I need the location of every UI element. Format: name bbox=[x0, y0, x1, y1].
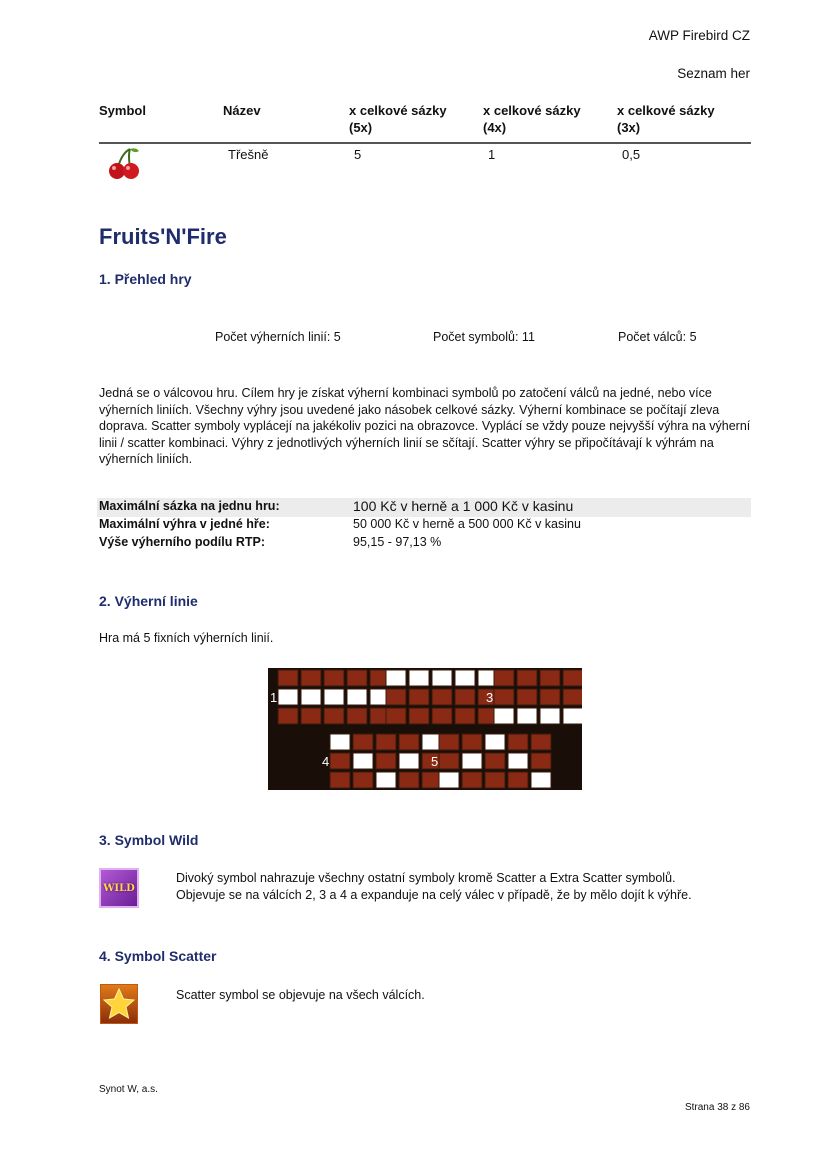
payline-cell bbox=[376, 734, 396, 750]
payline-cell bbox=[347, 708, 367, 724]
payline-cell-active bbox=[432, 670, 452, 686]
payline-cell bbox=[462, 734, 482, 750]
payline-cell bbox=[301, 708, 321, 724]
col-5x: x celkové sázky (5x) bbox=[349, 103, 447, 135]
col-symbol: Symbol bbox=[99, 103, 146, 118]
payline-cell bbox=[324, 708, 344, 724]
payline-cell bbox=[531, 734, 551, 750]
summary-label: Maximální výhra v jedné hře: bbox=[99, 517, 270, 531]
payline-cell-active bbox=[508, 753, 528, 769]
stat-lines: Počet výherních linií: 5 bbox=[215, 330, 341, 344]
summary-value: 95,15 - 97,13 % bbox=[353, 535, 442, 549]
payline-cell bbox=[485, 772, 505, 788]
payline-cell bbox=[508, 734, 528, 750]
payline-cell bbox=[432, 708, 452, 724]
payline-cell bbox=[409, 689, 429, 705]
overview-paragraph: Jedná se o válcovou hru. Cílem hry je získat výherní kombinaci symbolů po zatočení válců na jedné, nebo více výherních liniích. Všechny výhry jsou uvedené jako násobek celkové sázky. Výherní kombinace se počítají zleva doprava. Scatter symboly vyplácejí na jakékoliv pozici na obrazovce. Vyplácí se vždy pouze nejvyšší výhra na výherní linii / scatter kombinaci. Výhry z jednotlivých výherních linií se sčítají. Scatter výhry se připočítávají k výhrám na výherních liniích. bbox=[99, 386, 751, 466]
payline-cell bbox=[301, 670, 321, 686]
header-section: Seznam her bbox=[677, 66, 750, 81]
payline-cell bbox=[347, 670, 367, 686]
payline-cell-active bbox=[563, 708, 582, 724]
paylines-diagram bbox=[268, 668, 582, 790]
header-brand: AWP Firebird CZ bbox=[648, 28, 750, 43]
payline-number: 1 bbox=[270, 690, 278, 705]
star-icon bbox=[101, 985, 137, 1023]
payline-cell bbox=[517, 689, 537, 705]
scatter-heading: 4. Symbol Scatter bbox=[99, 948, 217, 964]
summary-row-rtp bbox=[97, 535, 751, 554]
payline-cell bbox=[330, 753, 350, 769]
payline-cell-active bbox=[324, 689, 344, 705]
lines-text: Hra má 5 fixních výherních linií. bbox=[99, 631, 274, 645]
row-name: Třešně bbox=[228, 147, 269, 162]
payline-number: 4 bbox=[322, 754, 330, 769]
payline-cell bbox=[324, 670, 344, 686]
wild-text-1: Divoký symbol nahrazuje všechny ostatní symboly kromě Scatter a Extra Scatter symbolů. bbox=[176, 871, 676, 885]
overview-heading: 1. Přehled hry bbox=[99, 271, 192, 287]
footer-company: Synot W, a.s. bbox=[99, 1084, 158, 1095]
payline-cell-active bbox=[347, 689, 367, 705]
payline-cell bbox=[330, 772, 350, 788]
wild-text-2: Objevuje se na válcích 2, 3 a 4 a expanduje na celý válec v případě, že by mělo dojít k výhře. bbox=[176, 888, 692, 902]
summary-row-max-win bbox=[97, 517, 751, 536]
paylines-image bbox=[268, 668, 582, 790]
payline-cell bbox=[376, 753, 396, 769]
payline-cell-active bbox=[485, 734, 505, 750]
stat-reels: Počet válců: 5 bbox=[618, 330, 697, 344]
payline-cell-active bbox=[540, 708, 560, 724]
footer-page: Strana 38 z 86 bbox=[684, 1102, 750, 1113]
payline-cell bbox=[563, 689, 582, 705]
payline-cell-active bbox=[330, 734, 350, 750]
payline-cell-active bbox=[531, 772, 551, 788]
stat-symbols: Počet symbolů: 11 bbox=[433, 330, 535, 344]
payline-cell bbox=[455, 708, 475, 724]
col-3x: x celkové sázky (3x) bbox=[617, 103, 715, 135]
wild-symbol-icon bbox=[99, 868, 139, 908]
payline-cell bbox=[531, 753, 551, 769]
payline-cell bbox=[386, 708, 406, 724]
payline-cell-active bbox=[399, 753, 419, 769]
payline-cell bbox=[386, 689, 406, 705]
payline-cell bbox=[439, 734, 459, 750]
col-4x: x celkové sázky (4x) bbox=[483, 103, 581, 135]
payline-cell bbox=[399, 734, 419, 750]
payline-cell-active bbox=[455, 670, 475, 686]
lines-heading: 2. Výherní linie bbox=[99, 593, 198, 609]
col-name: Název bbox=[223, 103, 261, 118]
payline-cell-active bbox=[376, 772, 396, 788]
summary-value: 100 Kč v herně a 1 000 Kč v kasinu bbox=[353, 498, 574, 514]
payline-cell bbox=[494, 670, 514, 686]
payline-cell-active bbox=[462, 753, 482, 769]
game-title: Fruits'N'Fire bbox=[99, 224, 227, 249]
scatter-text: Scatter symbol se objevuje na všech válcích. bbox=[176, 988, 425, 1002]
payline-cell bbox=[439, 753, 459, 769]
payline-number: 5 bbox=[431, 754, 439, 769]
summary-label: Výše výherního podílu RTP: bbox=[99, 535, 265, 549]
wild-icon-text: WILD bbox=[103, 882, 135, 894]
payline-cell-active bbox=[494, 708, 514, 724]
pay-table-header bbox=[99, 102, 751, 144]
payline-cell bbox=[485, 753, 505, 769]
payline-cell-active bbox=[278, 689, 298, 705]
payline-cell bbox=[432, 689, 452, 705]
summary-label: Maximální sázka na jednu hru: bbox=[99, 499, 280, 513]
payline-cell-active bbox=[301, 689, 321, 705]
payline-cell-active bbox=[439, 772, 459, 788]
payline-cell-active bbox=[386, 670, 406, 686]
payline-cell-active bbox=[409, 670, 429, 686]
payline-cell bbox=[455, 689, 475, 705]
summary-row-max-bet bbox=[97, 498, 751, 517]
payline-cell bbox=[399, 772, 419, 788]
payline-cell bbox=[462, 772, 482, 788]
payline-cell bbox=[353, 772, 373, 788]
payline-cell bbox=[278, 708, 298, 724]
row-5x: 5 bbox=[354, 147, 362, 162]
wild-heading: 3. Symbol Wild bbox=[99, 832, 199, 848]
payline-number: 3 bbox=[486, 690, 494, 705]
payline-cell bbox=[517, 670, 537, 686]
summary-value: 50 000 Kč v herně a 500 000 Kč v kasinu bbox=[353, 517, 581, 531]
payline-cell bbox=[278, 670, 298, 686]
payline-cell bbox=[540, 689, 560, 705]
payline-cell bbox=[508, 772, 528, 788]
payline-cell bbox=[494, 689, 514, 705]
cherry-icon bbox=[106, 145, 142, 181]
payline-cell bbox=[353, 734, 373, 750]
payline-cell bbox=[540, 670, 560, 686]
row-4x: 1 bbox=[488, 147, 496, 162]
row-3x: 0,5 bbox=[622, 147, 641, 162]
payline-cell-active bbox=[517, 708, 537, 724]
payline-cell bbox=[409, 708, 429, 724]
payline-cell bbox=[563, 670, 582, 686]
scatter-symbol-icon bbox=[100, 984, 138, 1024]
payline-cell-active bbox=[353, 753, 373, 769]
payline-number: 2 bbox=[378, 690, 386, 705]
